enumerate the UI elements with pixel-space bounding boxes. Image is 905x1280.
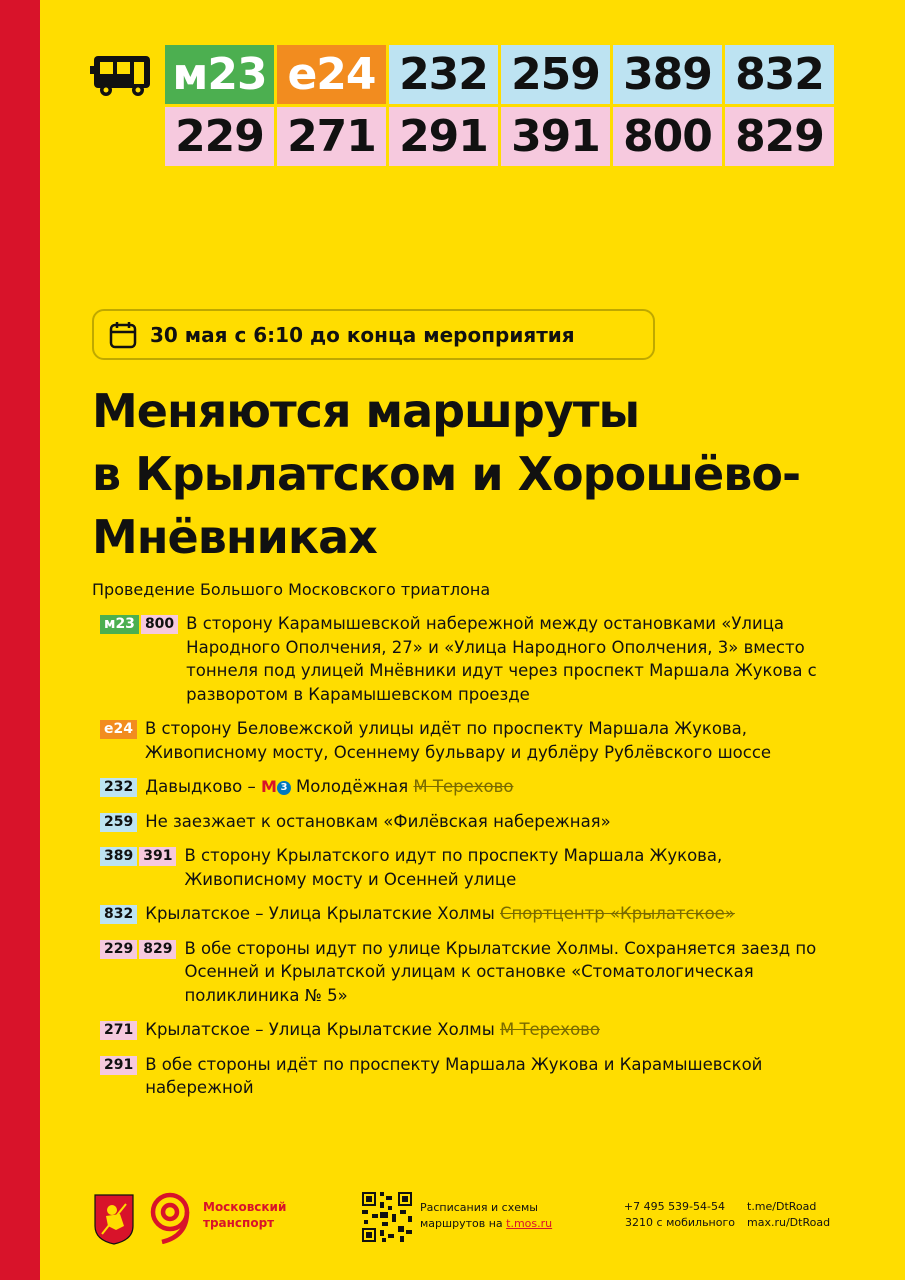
item-text: В обе стороны идут по улице Крылатские Холмы. Сохраняется заезд по Осенней и Крылатской улицам к остановке «Стоматологическая поликлиника № 5» [184,938,817,1005]
route-badge: 829 [139,940,176,959]
item-text: В сторону Беловежской улицы идёт по проспекту Маршала Жукова, Живописному мосту, Осеннему бульвару и дублёру Рублёвского шоссе [144,719,772,762]
text-part: Крылатское – Улица Крылатские Холмы [145,904,500,923]
route-badge: 271 [100,1021,137,1040]
item-text: В сторону Карамышевской набережной между остановками «Улица Народного Ополчения, 27» и «Улица Народного Ополчения, 3» вместо тоннеля под улицей Мнёвники идут через проспект Маршала Жукова с разворотом в Карамышевском проезде [186,614,817,704]
page-title [92,380,892,569]
date-banner [92,309,655,360]
moscow-coat-of-arms-icon [92,1192,136,1246]
max-link[interactable]: max.ru/DtRoad [747,1216,831,1229]
text-part: Молодёжная [295,777,414,796]
item-text [145,775,513,799]
route-badge: 389 [100,847,137,866]
metro-line-badge: 3 [277,781,291,795]
mobile-number: 3210 с мобильного [625,1216,735,1229]
list-item [100,717,840,764]
route-changes-list [100,612,840,1111]
route-tile: 832 [725,45,834,104]
brand-name [203,1199,313,1231]
route-row-bottom [165,107,838,166]
schedule-link[interactable]: t.mos.ru [506,1217,553,1230]
qr-code-icon[interactable] [360,1190,414,1244]
item-text [145,1018,600,1042]
side-red-bar [0,0,40,1280]
list-item [100,844,840,891]
cancelled-stop: Спортцентр «Крылатское» [499,904,735,923]
metro-icon: М [261,777,277,796]
route-tile: 800 [613,107,722,166]
calendar-icon [108,320,138,350]
item-text: В сторону Крылатского идут по проспекту Маршала Жукова, Живописному мосту и Осенней улице [184,846,723,889]
title-line: Мнёвниках [92,510,377,564]
subtitle: Проведение Большого Московского триатлона [92,580,491,599]
text-part: Крылатское – Улица Крылатские Холмы [145,1020,500,1039]
cancelled-stop: М Терехово [413,777,514,796]
route-tile: 271 [277,107,386,166]
item-text [145,902,735,926]
route-row-top [165,45,838,104]
list-item [100,902,840,926]
route-tile: 259 [501,45,610,104]
telegram-link[interactable]: t.me/DtRoad [747,1200,817,1213]
schedule-text: Расписания и схемы маршрутов на [420,1201,538,1230]
cancelled-stop: М Терехово [499,1020,600,1039]
route-badge: е24 [100,720,137,739]
route-badge: 291 [100,1056,137,1075]
route-tile: 391 [501,107,610,166]
route-tile: е24 [277,45,386,104]
route-badge: м23 [100,615,139,634]
list-item [100,1018,840,1042]
route-badge: 229 [100,940,137,959]
route-tile: м23 [165,45,274,104]
route-tile: 229 [165,107,274,166]
brand-line: транспорт [203,1216,275,1230]
list-item [100,810,840,834]
phone-number[interactable]: +7 495 539-54-54 [623,1200,725,1213]
list-item [100,612,840,706]
route-badge: 800 [141,615,178,634]
item-text: В обе стороны идёт по проспекту Маршала Жукова и Карамышевской набережной [145,1054,763,1097]
route-tile: 389 [613,45,722,104]
brand-line: Московский [203,1200,287,1214]
list-item [100,775,840,799]
route-badge: 259 [100,813,137,832]
title-line: Меняются маршруты [92,384,640,438]
title-line: в Крылатском и Хорошёво- [92,447,801,501]
route-badge: 391 [139,847,176,866]
route-badge: 232 [100,778,137,797]
text-part: Давыдково – [145,777,262,796]
item-text: Не заезжает к остановкам «Филёвская набережная» [145,811,611,831]
route-grid [165,45,838,169]
date-text: 30 мая с 6:10 до конца мероприятия [150,322,575,347]
list-item [100,937,840,1008]
route-badge: 832 [100,905,137,924]
moscow-transport-logo-icon [148,1192,192,1244]
route-tile: 232 [389,45,498,104]
route-tile: 829 [725,107,834,166]
route-tile: 291 [389,107,498,166]
bus-icon [90,52,154,100]
list-item [100,1053,840,1100]
schedule-info [420,1200,590,1232]
